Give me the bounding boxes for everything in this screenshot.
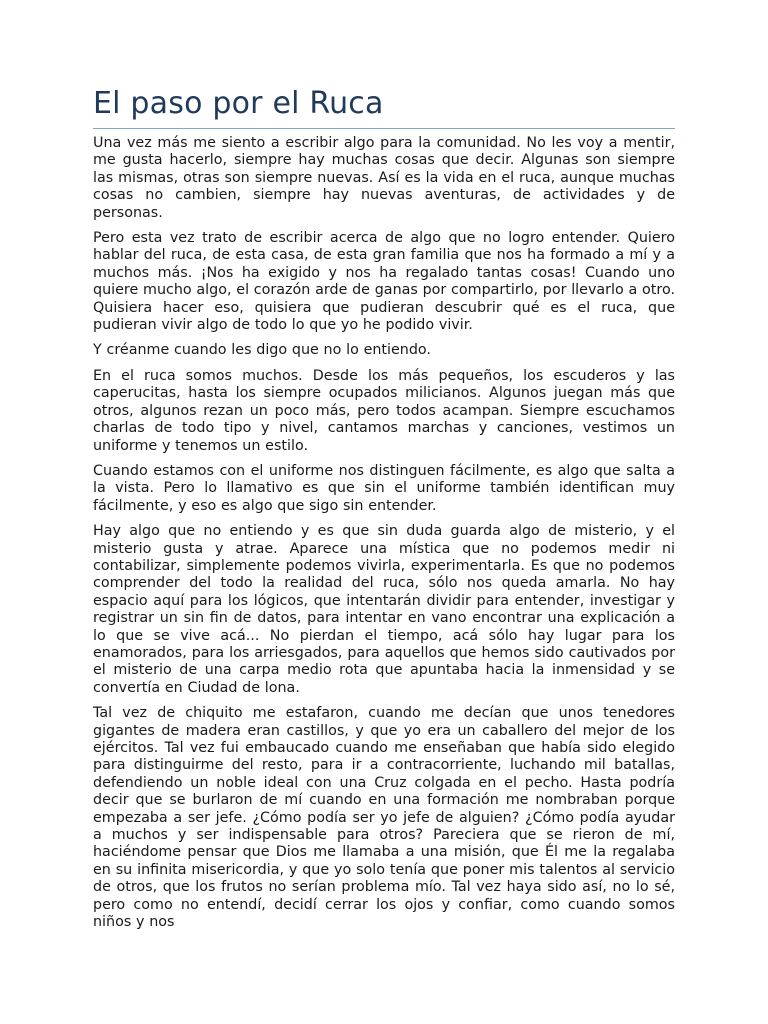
- paragraph: En el ruca somos muchos. Desde los más pequeños, los escuderos y las caperucitas, hasta los siempre ocupados milicianos. Algunos juegan más que otros, algunos rezan un poco más, pero todos acampan. Siempre escuchamos charlas de todo tipo y nivel, cantamos marchas y canciones, vestimos un uniforme y tenemos un estilo.: [93, 367, 675, 454]
- title-underline: [93, 128, 675, 129]
- paragraph: Hay algo que no entiendo y es que sin duda guarda algo de misterio, y el misterio gusta y atrae. Aparece una mística que no podemos medir ni contabilizar, simplemente podemos vivirla, experimentarla. Es que no podemos comprender del todo la realidad del ruca, sólo nos queda amarla. No hay espacio aquí para los lógicos, que intentarán dividir para entender, investigar y registrar un sin fin de datos, para intentar en vano encontrar una explicación a lo que se vive acá... No pierdan el tiempo, acá sólo hay lugar para los enamorados, para los arriesgados, para aquellos que hemos sido cautivados por el misterio de una carpa medio rota que apuntaba hacia la inmensidad y se convertía en Ciudad de lona.: [93, 523, 675, 696]
- paragraph: Pero esta vez trato de escribir acerca de algo que no logro entender. Quiero hablar del ruca, de esta casa, de esta gran familia que nos ha formado a mí y a muchos más. ¡Nos ha exigido y nos ha regalado tantas cosas! Cuando uno quiere mucho algo, el corazón arde de ganas por compartirlo, por llevarlo a otro. Quisiera hacer eso, quisiera que pudieran descubrir qué es el ruca, que pudieran vivir algo de todo lo que yo he podido vivir.: [93, 230, 675, 334]
- paragraph: Y créanme cuando les digo que no lo entiendo.: [93, 342, 431, 359]
- document-page: [93, 86, 675, 939]
- paragraph: Una vez más me siento a escribir algo para la comunidad. No les voy a mentir, me gusta hacerlo, siempre hay muchas cosas que decir. Algunas son siempre las mismas, otras son siempre nuevas. Así es la vida en el ruca, aunque muchas cosas no cambien, siempre hay nuevas aventuras, de actividades y de personas.: [93, 135, 675, 221]
- paragraph: Cuando estamos con el uniforme nos distinguen fácilmente, es algo que salta a la vista. Pero lo llamativo es que sin el uniforme también identifican muy fácilmente, y eso es algo que sigo sin entender.: [93, 462, 675, 514]
- document-title: El paso por el Ruca: [93, 86, 384, 121]
- paragraph: Tal vez de chiquito me estafaron, cuando me decían que unos tenedores gigantes de madera eran castillos, y que yo era un caballero del mejor de los ejércitos. Tal vez fui embaucado cuando me enseñaban que había sido elegido para distinguirme del resto, para ir a contracorriente, luchando mil batallas, defendiendo un noble ideal con una Cruz colgada en el pecho. Hasta podría decir que se burlaron de mí cuando en una formación me nombraban porque empezaba a ser jefe. ¿Cómo podía ser yo jefe de alguien? ¿Cómo podía ayudar a muchos y ser indispensable para otros? Pareciera que se rieron de mí, haciéndome pensar que Dios me llamaba a una misión, que Él me la regalaba en su infinita misericordia, y que yo solo tenía que poner mis talentos al servicio de otros, que los frutos no serían problema mío. Tal vez haya sido así, no lo sé, pero como no entendí, decidí cerrar los ojos y confiar, como cuando somos niños y nos: [93, 705, 675, 931]
